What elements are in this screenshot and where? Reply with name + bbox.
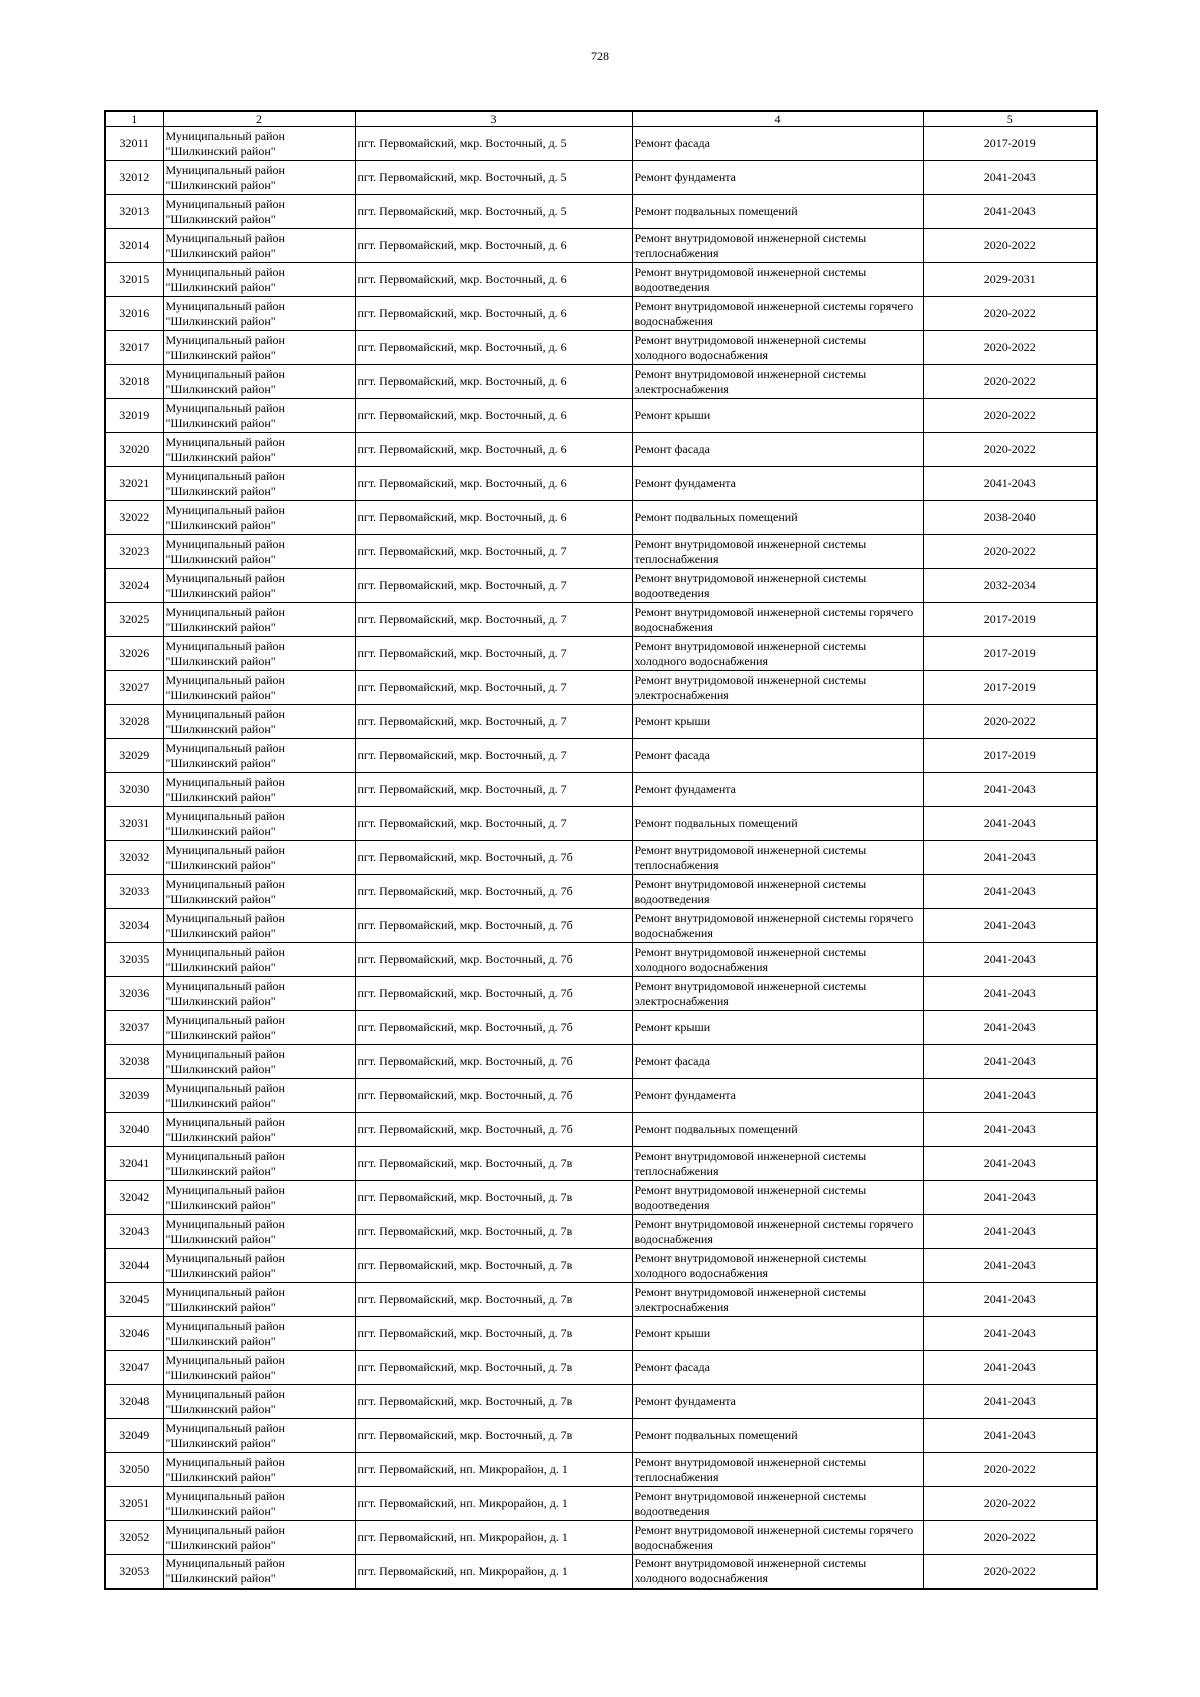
municipality-cell: Муниципальный район "Шилкинский район"	[163, 331, 355, 365]
period-cell: 2029-2031	[923, 263, 1097, 297]
address-cell: пгт. Первомайский, мкр. Восточный, д. 7	[355, 569, 632, 603]
period-cell: 2032-2034	[923, 569, 1097, 603]
municipality-cell: Муниципальный район "Шилкинский район"	[163, 195, 355, 229]
work-type-cell: Ремонт фасада	[632, 739, 923, 773]
address-cell: пгт. Первомайский, мкр. Восточный, д. 7	[355, 603, 632, 637]
municipality-cell: Муниципальный район "Шилкинский район"	[163, 1487, 355, 1521]
address-cell: пгт. Первомайский, мкр. Восточный, д. 7	[355, 705, 632, 739]
table-row	[105, 229, 1097, 263]
municipality-cell: Муниципальный район "Шилкинский район"	[163, 263, 355, 297]
address-cell: пгт. Первомайский, мкр. Восточный, д. 7в	[355, 1283, 632, 1317]
period-cell: 2020-2022	[923, 705, 1097, 739]
work-type-cell: Ремонт внутридомовой инженерной системы горячего водоснабжения	[632, 1215, 923, 1249]
row-number-cell: 32013	[105, 195, 163, 229]
row-number-cell: 32023	[105, 535, 163, 569]
period-cell: 2041-2043	[923, 1385, 1097, 1419]
municipality-cell: Муниципальный район "Шилкинский район"	[163, 739, 355, 773]
row-number-cell: 32027	[105, 671, 163, 705]
work-type-cell: Ремонт внутридомовой инженерной системы холодного водоснабжения	[632, 1555, 923, 1589]
work-type-cell: Ремонт крыши	[632, 705, 923, 739]
municipality-cell: Муниципальный район "Шилкинский район"	[163, 1079, 355, 1113]
row-number-cell: 32050	[105, 1453, 163, 1487]
row-number-cell: 32037	[105, 1011, 163, 1045]
row-number-cell: 32038	[105, 1045, 163, 1079]
row-number-cell: 32033	[105, 875, 163, 909]
table-row	[105, 1045, 1097, 1079]
row-number-cell: 32051	[105, 1487, 163, 1521]
work-type-cell: Ремонт внутридомовой инженерной системы холодного водоснабжения	[632, 331, 923, 365]
work-type-cell: Ремонт внутридомовой инженерной системы горячего водоснабжения	[632, 1521, 923, 1555]
row-number-cell: 32041	[105, 1147, 163, 1181]
work-type-cell: Ремонт фасада	[632, 433, 923, 467]
municipality-cell: Муниципальный район "Шилкинский район"	[163, 127, 355, 161]
municipality-cell: Муниципальный район "Шилкинский район"	[163, 569, 355, 603]
work-type-cell: Ремонт подвальных помещений	[632, 807, 923, 841]
period-cell: 2020-2022	[923, 535, 1097, 569]
row-number-cell: 32042	[105, 1181, 163, 1215]
table-row	[105, 671, 1097, 705]
column-header-5: 5	[923, 111, 1097, 127]
municipality-cell: Муниципальный район "Шилкинский район"	[163, 161, 355, 195]
table-row	[105, 603, 1097, 637]
work-type-cell: Ремонт подвальных помещений	[632, 195, 923, 229]
row-number-cell: 32053	[105, 1555, 163, 1589]
work-type-cell: Ремонт внутридомовой инженерной системы холодного водоснабжения	[632, 637, 923, 671]
period-cell: 2041-2043	[923, 1147, 1097, 1181]
municipality-cell: Муниципальный район "Шилкинский район"	[163, 875, 355, 909]
work-type-cell: Ремонт внутридомовой инженерной системы горячего водоснабжения	[632, 909, 923, 943]
period-cell: 2041-2043	[923, 1249, 1097, 1283]
work-type-cell: Ремонт фасада	[632, 1351, 923, 1385]
period-cell: 2041-2043	[923, 1317, 1097, 1351]
municipality-cell: Муниципальный район "Шилкинский район"	[163, 1385, 355, 1419]
period-cell: 2020-2022	[923, 331, 1097, 365]
address-cell: пгт. Первомайский, мкр. Восточный, д. 7в	[355, 1215, 632, 1249]
work-type-cell: Ремонт фундамента	[632, 467, 923, 501]
table-row	[105, 1249, 1097, 1283]
address-cell: пгт. Первомайский, мкр. Восточный, д. 6	[355, 433, 632, 467]
period-cell: 2020-2022	[923, 1453, 1097, 1487]
municipality-cell: Муниципальный район "Шилкинский район"	[163, 229, 355, 263]
column-header-2: 2	[163, 111, 355, 127]
work-type-cell: Ремонт фундамента	[632, 1385, 923, 1419]
period-cell: 2041-2043	[923, 977, 1097, 1011]
municipality-cell: Муниципальный район "Шилкинский район"	[163, 1147, 355, 1181]
address-cell: пгт. Первомайский, мкр. Восточный, д. 6	[355, 501, 632, 535]
address-cell: пгт. Первомайский, мкр. Восточный, д. 7б	[355, 875, 632, 909]
table-row	[105, 1555, 1097, 1589]
row-number-cell: 32046	[105, 1317, 163, 1351]
period-cell: 2041-2043	[923, 1351, 1097, 1385]
table-row	[105, 1283, 1097, 1317]
municipality-cell: Муниципальный район "Шилкинский район"	[163, 1113, 355, 1147]
table-row	[105, 705, 1097, 739]
row-number-cell: 32032	[105, 841, 163, 875]
address-cell: пгт. Первомайский, мкр. Восточный, д. 5	[355, 127, 632, 161]
work-type-cell: Ремонт внутридомовой инженерной системы горячего водоснабжения	[632, 603, 923, 637]
municipality-cell: Муниципальный район "Шилкинский район"	[163, 1215, 355, 1249]
work-type-cell: Ремонт внутридомовой инженерной системы холодного водоснабжения	[632, 1249, 923, 1283]
address-cell: пгт. Первомайский, мкр. Восточный, д. 7	[355, 807, 632, 841]
municipality-cell: Муниципальный район "Шилкинский район"	[163, 807, 355, 841]
address-cell: пгт. Первомайский, мкр. Восточный, д. 6	[355, 297, 632, 331]
period-cell: 2038-2040	[923, 501, 1097, 535]
table-row	[105, 433, 1097, 467]
address-cell: пгт. Первомайский, мкр. Восточный, д. 5	[355, 195, 632, 229]
address-cell: пгт. Первомайский, мкр. Восточный, д. 7в	[355, 1419, 632, 1453]
table-row	[105, 637, 1097, 671]
row-number-cell: 32035	[105, 943, 163, 977]
address-cell: пгт. Первомайский, мкр. Восточный, д. 7	[355, 773, 632, 807]
table-row	[105, 1419, 1097, 1453]
work-type-cell: Ремонт подвальных помещений	[632, 1113, 923, 1147]
table-row	[105, 807, 1097, 841]
period-cell: 2020-2022	[923, 229, 1097, 263]
municipality-cell: Муниципальный район "Шилкинский район"	[163, 467, 355, 501]
period-cell: 2020-2022	[923, 399, 1097, 433]
table-row	[105, 297, 1097, 331]
row-number-cell: 32048	[105, 1385, 163, 1419]
address-cell: пгт. Первомайский, мкр. Восточный, д. 6	[355, 331, 632, 365]
municipality-cell: Муниципальный район "Шилкинский район"	[163, 1351, 355, 1385]
row-number-cell: 32047	[105, 1351, 163, 1385]
table-row	[105, 1215, 1097, 1249]
row-number-cell: 32022	[105, 501, 163, 535]
period-cell: 2041-2043	[923, 807, 1097, 841]
period-cell: 2020-2022	[923, 1487, 1097, 1521]
table-row	[105, 467, 1097, 501]
period-cell: 2020-2022	[923, 365, 1097, 399]
column-header-1: 1	[105, 111, 163, 127]
row-number-cell: 32034	[105, 909, 163, 943]
work-type-cell: Ремонт внутридомовой инженерной системы горячего водоснабжения	[632, 297, 923, 331]
table-row	[105, 1181, 1097, 1215]
period-cell: 2017-2019	[923, 739, 1097, 773]
address-cell: пгт. Первомайский, мкр. Восточный, д. 7б	[355, 943, 632, 977]
row-number-cell: 32020	[105, 433, 163, 467]
table-header	[105, 111, 1097, 127]
row-number-cell: 32025	[105, 603, 163, 637]
table-row	[105, 841, 1097, 875]
table-row	[105, 1011, 1097, 1045]
table-row	[105, 773, 1097, 807]
address-cell: пгт. Первомайский, мкр. Восточный, д. 6	[355, 229, 632, 263]
period-cell: 2041-2043	[923, 1079, 1097, 1113]
work-type-cell: Ремонт фундамента	[632, 1079, 923, 1113]
row-number-cell: 32026	[105, 637, 163, 671]
address-cell: пгт. Первомайский, мкр. Восточный, д. 7в	[355, 1317, 632, 1351]
table-row	[105, 909, 1097, 943]
period-cell: 2041-2043	[923, 1283, 1097, 1317]
row-number-cell: 32014	[105, 229, 163, 263]
period-cell: 2041-2043	[923, 943, 1097, 977]
municipality-cell: Муниципальный район "Шилкинский район"	[163, 1453, 355, 1487]
row-number-cell: 32028	[105, 705, 163, 739]
municipality-cell: Муниципальный район "Шилкинский район"	[163, 399, 355, 433]
row-number-cell: 32017	[105, 331, 163, 365]
work-type-cell: Ремонт внутридомовой инженерной системы электроснабжения	[632, 671, 923, 705]
work-type-cell: Ремонт внутридомовой инженерной системы теплоснабжения	[632, 1453, 923, 1487]
work-type-cell: Ремонт внутридомовой инженерной системы холодного водоснабжения	[632, 943, 923, 977]
table-row	[105, 875, 1097, 909]
column-header-3: 3	[355, 111, 632, 127]
work-type-cell: Ремонт фундамента	[632, 773, 923, 807]
row-number-cell: 32019	[105, 399, 163, 433]
row-number-cell: 32029	[105, 739, 163, 773]
address-cell: пгт. Первомайский, мкр. Восточный, д. 7в	[355, 1147, 632, 1181]
page-number: 728	[591, 49, 609, 63]
municipality-cell: Муниципальный район "Шилкинский район"	[163, 365, 355, 399]
period-cell: 2041-2043	[923, 1181, 1097, 1215]
work-type-cell: Ремонт фундамента	[632, 161, 923, 195]
period-cell: 2041-2043	[923, 875, 1097, 909]
period-cell: 2041-2043	[923, 773, 1097, 807]
municipality-cell: Муниципальный район "Шилкинский район"	[163, 1249, 355, 1283]
row-number-cell: 32031	[105, 807, 163, 841]
address-cell: пгт. Первомайский, мкр. Восточный, д. 7	[355, 535, 632, 569]
work-type-cell: Ремонт внутридомовой инженерной системы водоотведения	[632, 263, 923, 297]
table-row	[105, 127, 1097, 161]
address-cell: пгт. Первомайский, мкр. Восточный, д. 7	[355, 739, 632, 773]
municipality-cell: Муниципальный район "Шилкинский район"	[163, 1419, 355, 1453]
municipality-cell: Муниципальный район "Шилкинский район"	[163, 943, 355, 977]
work-type-cell: Ремонт внутридомовой инженерной системы теплоснабжения	[632, 535, 923, 569]
row-number-cell: 32049	[105, 1419, 163, 1453]
work-type-cell: Ремонт внутридомовой инженерной системы водоотведения	[632, 1181, 923, 1215]
registry-table	[104, 110, 1098, 1590]
period-cell: 2041-2043	[923, 1011, 1097, 1045]
table-row	[105, 1079, 1097, 1113]
municipality-cell: Муниципальный район "Шилкинский район"	[163, 1181, 355, 1215]
work-type-cell: Ремонт подвальных помещений	[632, 501, 923, 535]
work-type-cell: Ремонт внутридомовой инженерной системы теплоснабжения	[632, 1147, 923, 1181]
work-type-cell: Ремонт внутридомовой инженерной системы теплоснабжения	[632, 841, 923, 875]
table-row	[105, 263, 1097, 297]
row-number-cell: 32030	[105, 773, 163, 807]
row-number-cell: 32016	[105, 297, 163, 331]
address-cell: пгт. Первомайский, мкр. Восточный, д. 7в	[355, 1181, 632, 1215]
municipality-cell: Муниципальный район "Шилкинский район"	[163, 603, 355, 637]
municipality-cell: Муниципальный район "Шилкинский район"	[163, 671, 355, 705]
address-cell: пгт. Первомайский, нп. Микрорайон, д. 1	[355, 1453, 632, 1487]
municipality-cell: Муниципальный район "Шилкинский район"	[163, 1283, 355, 1317]
period-cell: 2041-2043	[923, 467, 1097, 501]
address-cell: пгт. Первомайский, мкр. Восточный, д. 5	[355, 161, 632, 195]
work-type-cell: Ремонт фасада	[632, 1045, 923, 1079]
period-cell: 2020-2022	[923, 433, 1097, 467]
period-cell: 2020-2022	[923, 1521, 1097, 1555]
municipality-cell: Муниципальный район "Шилкинский район"	[163, 773, 355, 807]
address-cell: пгт. Первомайский, мкр. Восточный, д. 7б	[355, 1113, 632, 1147]
row-number-cell: 32043	[105, 1215, 163, 1249]
address-cell: пгт. Первомайский, нп. Микрорайон, д. 1	[355, 1521, 632, 1555]
period-cell: 2041-2043	[923, 909, 1097, 943]
table-row	[105, 1487, 1097, 1521]
table-row	[105, 1351, 1097, 1385]
municipality-cell: Муниципальный район "Шилкинский район"	[163, 977, 355, 1011]
table-row	[105, 161, 1097, 195]
work-type-cell: Ремонт внутридомовой инженерной системы электроснабжения	[632, 365, 923, 399]
table-row	[105, 943, 1097, 977]
table-body	[105, 127, 1097, 1589]
table-row	[105, 331, 1097, 365]
period-cell: 2017-2019	[923, 671, 1097, 705]
municipality-cell: Муниципальный район "Шилкинский район"	[163, 1555, 355, 1589]
row-number-cell: 32039	[105, 1079, 163, 1113]
period-cell: 2041-2043	[923, 841, 1097, 875]
table-row	[105, 569, 1097, 603]
row-number-cell: 32015	[105, 263, 163, 297]
period-cell: 2041-2043	[923, 1045, 1097, 1079]
municipality-cell: Муниципальный район "Шилкинский район"	[163, 909, 355, 943]
municipality-cell: Муниципальный район "Шилкинский район"	[163, 637, 355, 671]
address-cell: пгт. Первомайский, мкр. Восточный, д. 7б	[355, 1079, 632, 1113]
address-cell: пгт. Первомайский, мкр. Восточный, д. 6	[355, 399, 632, 433]
table-row	[105, 739, 1097, 773]
table-row	[105, 399, 1097, 433]
address-cell: пгт. Первомайский, мкр. Восточный, д. 7б	[355, 1011, 632, 1045]
work-type-cell: Ремонт внутридомовой инженерной системы водоотведения	[632, 569, 923, 603]
municipality-cell: Муниципальный район "Шилкинский район"	[163, 1521, 355, 1555]
municipality-cell: Муниципальный район "Шилкинский район"	[163, 297, 355, 331]
address-cell: пгт. Первомайский, мкр. Восточный, д. 6	[355, 263, 632, 297]
address-cell: пгт. Первомайский, мкр. Восточный, д. 7в	[355, 1351, 632, 1385]
row-number-cell: 32044	[105, 1249, 163, 1283]
period-cell: 2041-2043	[923, 1113, 1097, 1147]
header-row	[105, 111, 1097, 127]
municipality-cell: Муниципальный район "Шилкинский район"	[163, 433, 355, 467]
table-row	[105, 1317, 1097, 1351]
period-cell: 2041-2043	[923, 1419, 1097, 1453]
address-cell: пгт. Первомайский, мкр. Восточный, д. 7б	[355, 977, 632, 1011]
address-cell: пгт. Первомайский, мкр. Восточный, д. 7б	[355, 841, 632, 875]
table-row	[105, 977, 1097, 1011]
period-cell: 2041-2043	[923, 195, 1097, 229]
address-cell: пгт. Первомайский, мкр. Восточный, д. 6	[355, 467, 632, 501]
municipality-cell: Муниципальный район "Шилкинский район"	[163, 1317, 355, 1351]
municipality-cell: Муниципальный район "Шилкинский район"	[163, 535, 355, 569]
row-number-cell: 32045	[105, 1283, 163, 1317]
table-row	[105, 1147, 1097, 1181]
work-type-cell: Ремонт внутридомовой инженерной системы теплоснабжения	[632, 229, 923, 263]
work-type-cell: Ремонт подвальных помещений	[632, 1419, 923, 1453]
work-type-cell: Ремонт внутридомовой инженерной системы электроснабжения	[632, 977, 923, 1011]
address-cell: пгт. Первомайский, мкр. Восточный, д. 7	[355, 637, 632, 671]
address-cell: пгт. Первомайский, нп. Микрорайон, д. 1	[355, 1555, 632, 1589]
period-cell: 2041-2043	[923, 161, 1097, 195]
period-cell: 2017-2019	[923, 603, 1097, 637]
row-number-cell: 32011	[105, 127, 163, 161]
municipality-cell: Муниципальный район "Шилкинский район"	[163, 841, 355, 875]
work-type-cell: Ремонт внутридомовой инженерной системы водоотведения	[632, 1487, 923, 1521]
address-cell: пгт. Первомайский, мкр. Восточный, д. 7б	[355, 909, 632, 943]
address-cell: пгт. Первомайский, мкр. Восточный, д. 7в	[355, 1385, 632, 1419]
work-type-cell: Ремонт фасада	[632, 127, 923, 161]
work-type-cell: Ремонт крыши	[632, 1011, 923, 1045]
table-row	[105, 195, 1097, 229]
work-type-cell: Ремонт крыши	[632, 1317, 923, 1351]
address-cell: пгт. Первомайский, мкр. Восточный, д. 6	[355, 365, 632, 399]
municipality-cell: Муниципальный район "Шилкинский район"	[163, 501, 355, 535]
row-number-cell: 32024	[105, 569, 163, 603]
address-cell: пгт. Первомайский, мкр. Восточный, д. 7б	[355, 1045, 632, 1079]
table-row	[105, 1521, 1097, 1555]
table-row	[105, 1113, 1097, 1147]
work-type-cell: Ремонт крыши	[632, 399, 923, 433]
period-cell: 2041-2043	[923, 1215, 1097, 1249]
row-number-cell: 32012	[105, 161, 163, 195]
table-row	[105, 1453, 1097, 1487]
work-type-cell: Ремонт внутридомовой инженерной системы водоотведения	[632, 875, 923, 909]
row-number-cell: 32052	[105, 1521, 163, 1555]
row-number-cell: 32040	[105, 1113, 163, 1147]
table-row	[105, 1385, 1097, 1419]
work-type-cell: Ремонт внутридомовой инженерной системы электроснабжения	[632, 1283, 923, 1317]
municipality-cell: Муниципальный район "Шилкинский район"	[163, 705, 355, 739]
table-row	[105, 535, 1097, 569]
address-cell: пгт. Первомайский, мкр. Восточный, д. 7в	[355, 1249, 632, 1283]
municipality-cell: Муниципальный район "Шилкинский район"	[163, 1045, 355, 1079]
period-cell: 2017-2019	[923, 637, 1097, 671]
municipality-cell: Муниципальный район "Шилкинский район"	[163, 1011, 355, 1045]
column-header-4: 4	[632, 111, 923, 127]
period-cell: 2017-2019	[923, 127, 1097, 161]
table-row	[105, 501, 1097, 535]
period-cell: 2020-2022	[923, 1555, 1097, 1589]
table-row	[105, 365, 1097, 399]
row-number-cell: 32018	[105, 365, 163, 399]
row-number-cell: 32036	[105, 977, 163, 1011]
period-cell: 2020-2022	[923, 297, 1097, 331]
address-cell: пгт. Первомайский, мкр. Восточный, д. 7	[355, 671, 632, 705]
row-number-cell: 32021	[105, 467, 163, 501]
address-cell: пгт. Первомайский, нп. Микрорайон, д. 1	[355, 1487, 632, 1521]
